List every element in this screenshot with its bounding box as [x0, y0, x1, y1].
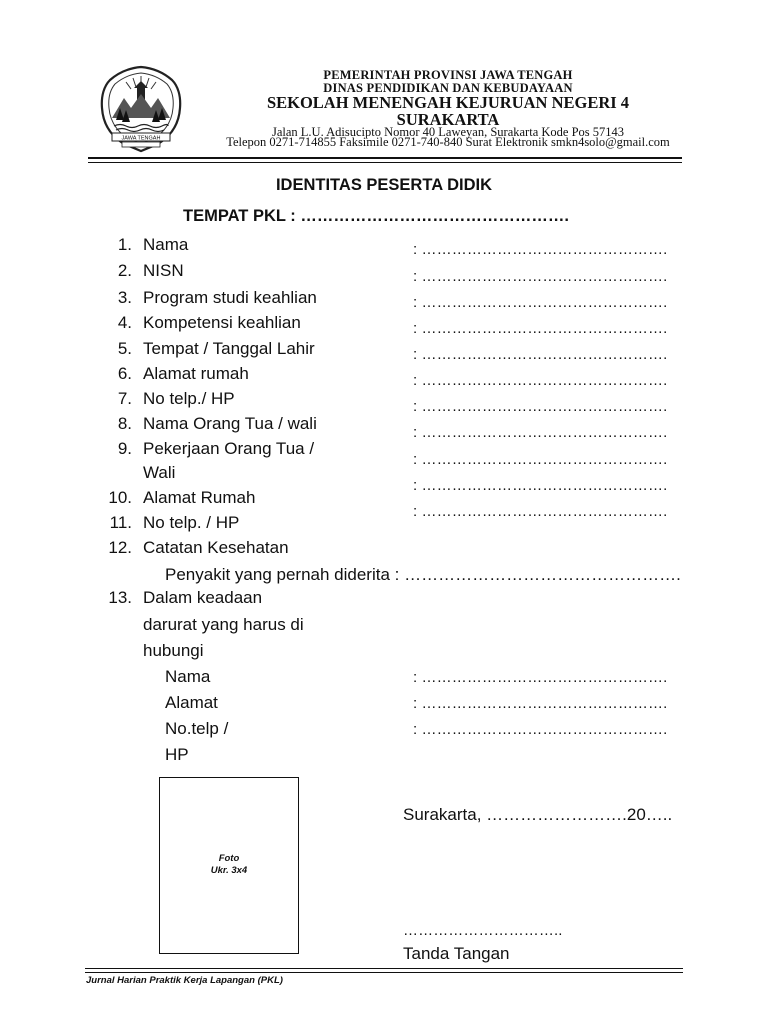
item-number: 12. [108, 538, 132, 557]
item-label-nama-orang-tua: Nama Orang Tua / wali [143, 414, 317, 433]
item-label-nisn: NISN [143, 261, 184, 280]
photo-label [159, 853, 299, 877]
letterhead-contact: Telepon 0271-714855 Faksimile 0271-740-840 Surat Elektronik smkn4solo@gmail.com [226, 135, 670, 149]
item-number: 5. [117, 339, 132, 358]
item-number: 11. [109, 513, 132, 532]
letterhead-address: Jalan L.U. Adisucipto Nomor 40 Laweyan, Surakarta Kode Pos 57143 [271, 125, 625, 139]
emergency-telp-label: No.telp / [165, 719, 229, 738]
fill-line[interactable]: : …………………………………………. [413, 477, 668, 494]
item-label-pekerjaan-wali: Wali [143, 463, 176, 482]
logo-banner-text: JAWA TENGAH [121, 135, 161, 142]
emergency-alamat-label: Alamat [165, 693, 218, 712]
item-number: 4. [117, 313, 132, 332]
photo-label-line1: Foto [218, 853, 240, 864]
item-number: 13. [108, 588, 132, 607]
penyakit-field[interactable]: Penyakit yang pernah diderita : …………………………………………. [165, 565, 681, 584]
item-label-no-telp-2: No telp. / HP [143, 513, 240, 532]
item-number: 1. [117, 235, 132, 254]
item-label-alamat-rumah-2: Alamat Rumah [143, 488, 256, 507]
item-label-pekerjaan-orang-tua: Pekerjaan Orang Tua / [143, 439, 315, 458]
fill-line[interactable]: : …………………………………………. [413, 398, 668, 415]
footer-divider-thin [85, 972, 683, 973]
fill-line[interactable]: : …………………………………………. [413, 268, 668, 285]
letterhead-city: SURAKARTA [396, 110, 500, 129]
fill-line[interactable]: : …………………………………………. [413, 669, 668, 686]
letterhead-department: DINAS PENDIDIKAN DAN KEBUDAYAAN [323, 81, 573, 95]
fill-line[interactable]: : …………………………………………. [413, 241, 668, 258]
item-number: 6. [117, 364, 132, 383]
photo-label-line2: Ukr. 3x4 [210, 865, 248, 876]
item13-line: Dalam keadaan [143, 588, 263, 607]
item-label-nama: Nama [143, 235, 189, 254]
signature-line[interactable]: ………………………….. [403, 922, 563, 939]
item-label-kompetensi: Kompetensi keahlian [143, 313, 301, 332]
letterhead-divider-thin [88, 162, 682, 163]
fill-line[interactable]: : …………………………………………. [413, 320, 668, 337]
footer-text: Jurnal Harian Praktik Kerja Lapangan (PKL) [86, 975, 283, 986]
item13-line: darurat yang harus di [143, 615, 304, 634]
item-number: 3. [117, 288, 132, 307]
item-number: 9. [117, 439, 132, 458]
letterhead-government: PEMERINTAH PROVINSI JAWA TENGAH [323, 68, 573, 82]
item-number: 8. [117, 414, 132, 433]
fill-line[interactable]: : …………………………………………. [413, 372, 668, 389]
tempat-pkl-field[interactable]: TEMPAT PKL : …………………………………………. [183, 207, 569, 225]
item-number: 10. [108, 488, 132, 507]
item-label-alamat-rumah: Alamat rumah [143, 364, 249, 383]
place-date-field[interactable]: Surakarta, …………………….20….. [403, 805, 673, 824]
footer-divider [85, 968, 683, 969]
item-label-catatan-kesehatan: Catatan Kesehatan [143, 538, 289, 557]
item-number: 2. [117, 261, 132, 280]
fill-line[interactable]: : …………………………………………. [413, 346, 668, 363]
letterhead-school-name: SEKOLAH MENENGAH KEJURUAN NEGERI 4 [266, 93, 630, 112]
form-title: IDENTITAS PESERTA DIDIK [275, 176, 493, 194]
signature-label: Tanda Tangan [403, 944, 510, 963]
item-label-program-studi: Program studi keahlian [143, 288, 317, 307]
provincial-emblem-icon [98, 64, 184, 154]
fill-line[interactable]: : …………………………………………. [413, 424, 668, 441]
item13-line: hubungi [143, 641, 204, 660]
fill-line[interactable]: : …………………………………………. [413, 695, 668, 712]
letterhead-divider [88, 157, 682, 159]
item-label-tempat-tanggal-lahir: Tempat / Tanggal Lahir [143, 339, 315, 358]
item-label-no-telp: No telp./ HP [143, 389, 235, 408]
emergency-hp-label: HP [165, 745, 189, 764]
fill-line[interactable]: : …………………………………………. [413, 294, 668, 311]
fill-line[interactable]: : …………………………………………. [413, 721, 668, 738]
item-number: 7. [117, 389, 132, 408]
fill-line[interactable]: : …………………………………………. [413, 503, 668, 520]
emergency-nama-label: Nama [165, 667, 211, 686]
fill-line[interactable]: : …………………………………………. [413, 451, 668, 468]
